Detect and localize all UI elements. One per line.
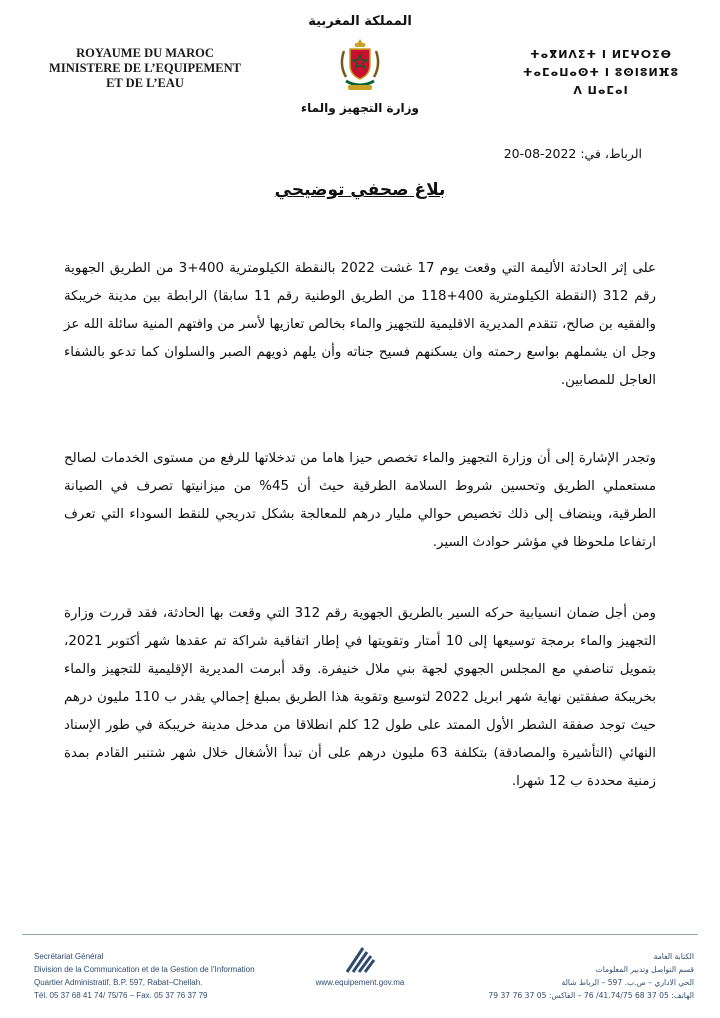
ministry-arabic: وزارة التجهيز والماء (300, 101, 420, 115)
paragraph-condolences: على إثر الحادثة الأليمة التي وقعت يوم 17 غشت 2022 بالنقطة الكيلومترية 400+3 من الطريق الجهوية رقم 312 (النقطة الكيلومترية 400+118 من الطريق الوطنية رقم 11 سابقا) الرابطة بين مدينة خريبكة والفقيه بن صالح، تتقدم المديرية الاقليمية للتجهيز والماء بخالص تعازيها لأسر من وافتهم المنية سائلة الله عز وجل ان يشملهم بواسع رحمته وان يسكنهم فسيح جناته وأن يلهم ذويهم الصبر والسلوان كما تدعو بالشفاء العاجل للمصابين. (64, 261, 656, 388)
footer-french-block (34, 950, 304, 1002)
date-line: الرباط، في: 2022-08-20 (503, 146, 642, 161)
footer-ar-line: الهاتف: 05 37 68 41.74/75/ 76 – الفاكس: 05 37 76 37 79 (488, 991, 694, 1000)
ministry-chevron-logo-icon (343, 944, 377, 974)
header-french-block (30, 46, 260, 91)
document-title: بلاغ صحفي توضيحي (274, 180, 446, 200)
paragraph-road-works: ومن أجل ضمان انسيابية حركه السير بالطريق الجهوية رقم 312 التي وقعت بها الحادثة، فقد قررت وزارة التجهيز والماء برمجة توسيعها إلى 10 أمتار وتقويتها في إطار اتفاقية شراكة تم عقدها شهر أكتوبر 2021، بتمويل تناصفي مع المجلس الجهوي لجهة بني ملال خنيفرة. وقد أبرمت المديرية الإقليمية للتجهيز والماء بخريبكة صفقتين نهاية شهر ابريل 2022 لتوسيع وتقوية هذا الطريق بمبلغ إجمالي يقدر ب 110 مليون درهم حيث توجد صفقة الشطر الأول الممتد على طول 12 كلم انطلاقا من مدخل مدينة خريبكة في طور الإسناد النهائي (التأشيرة والمصادقة) بتكلفة 63 مليون درهم على أن تبدأ الأشغال خلال شهر شتنبر القادم بمدة زمنية محددة ب 12 شهرا. (64, 606, 656, 789)
moroccan-coat-of-arms-icon (338, 37, 382, 95)
header-fr-line: ET DE L’EAU (106, 76, 184, 90)
header-fr-line: ROYAUME DU MAROC (76, 46, 214, 60)
footer-fr-line: Division de la Communication et de la Gestion de l’Information (34, 965, 255, 974)
footer-fr-line: Quartier Administratif, B.P. 597, Rabat–Chellah. (34, 978, 203, 987)
footer-ar-line: الكتابة العامة (653, 952, 694, 961)
footer-center-block (290, 944, 430, 987)
footer-arabic-block (464, 950, 694, 1002)
paragraph-road-safety: وتجدر الإشارة إلى أن وزارة التجهيز والماء تخصص حيزا هاما من تدخلاتها للرفع من مستوى الخدمات لصالح مستعملي الطريق وتحسين شروط السلامة الطرقية حيث أن 45% من ميزانيتها تصرف في الصيانة الطرقية، وينضاف إلى ذلك تخصيص حوالي مليار درهم للمعالجة بشكل تدريجي للنقط السوداء التي تعرف ارتفاعا ملحوظا في مؤشر حوادث السير. (64, 451, 656, 550)
header-tz-line: ⵜⴰⵎⴰⵡⴰⵙⵜ ⵏ ⵓⵙⵏⵓⵍⴼⵓ ⴷ ⵡⴰⵎⴰⵏ (522, 66, 680, 97)
footer-ar-line: الحي الاداري – ص.ب. 597 – الرباط شالة (561, 978, 694, 987)
header-tz-line: ⵜⴰⴳⵍⴷⵉⵜ ⵏ ⵍⵎⵖⵔⵉⴱ (529, 48, 672, 61)
footer-fr-line: Secrétariat Général (34, 952, 104, 961)
footer-divider (22, 934, 698, 935)
footer-fr-line: Tél. 05 37 68 41 74/ 75/76 – Fax. 05 37 76 37 79 (34, 991, 208, 1000)
header-fr-line: MINISTERE DE L’EQUIPEMENT (49, 61, 241, 75)
header-center-block (280, 14, 440, 115)
footer-ar-line: قسم التواصل وتدبير المعلومات (595, 965, 694, 974)
header-tifinagh-block (516, 46, 686, 100)
website-link[interactable]: www.equipement.gov.ma (315, 978, 405, 987)
kingdom-arabic: المملكة المغربية (308, 14, 412, 29)
